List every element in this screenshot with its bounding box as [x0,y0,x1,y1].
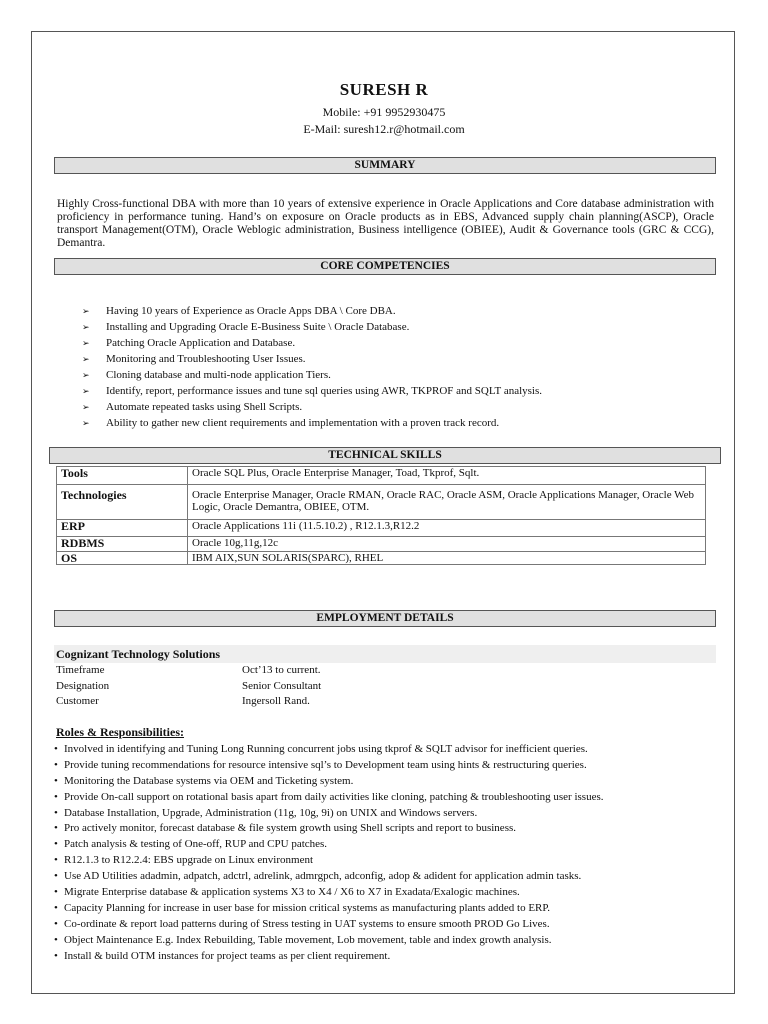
list-item: • Provide tuning recommendations for resource intensive sql’s to Development team using hints & restructuring queries. [54,758,724,774]
core-competencies-list [82,303,682,431]
arrow-bullet-icon: ➢ [82,418,90,428]
bullet-icon: • [54,854,58,867]
list-item: • Install & build OTM instances for project teams as per client requirement. [54,949,724,965]
list-item: • Involved in identifying and Tuning Long Running concurrent jobs using tkprof & SQLT advisor for inefficient queries. [54,742,724,758]
bullet-icon: • [54,886,58,899]
bullet-icon: • [54,790,58,803]
summary-paragraph: Highly Cross-functional DBA with more than 10 years of extensive experience in Oracle Applications and Core database administration with proficiency in performance tuning. Hand’s on exposure on Oracle products as in EBS, Advanced supply chain planning(ASCP), Oracle transport Management(OTM), Oracle Weblogic administration, Business intelligence (OBIEE), Audit & Governance tools (GRC & CCG), Demantra. [57,198,714,249]
list-item: ➢ Cloning database and multi-node application Tiers. [82,369,331,381]
list-item: • Patch analysis & testing of One-off, RUP and CPU patches. [54,837,724,853]
skill-key: Tools [57,467,188,485]
resume-page [31,31,735,994]
skill-value: Oracle 10g,11g,12c [188,537,706,552]
arrow-bullet-icon: ➢ [82,322,90,332]
detail-label: Timeframe [56,664,105,676]
technical-skills-table [56,466,706,565]
list-item: ➢ Patching Oracle Application and Database. [82,337,296,349]
list-item: ➢ Monitoring and Troubleshooting User Issues. [82,353,306,365]
bullet-icon: • [54,822,58,835]
arrow-bullet-icon: ➢ [82,338,90,348]
arrow-bullet-icon: ➢ [82,402,90,412]
skill-value: Oracle Enterprise Manager, Oracle RMAN, Oracle RAC, Oracle ASM, Oracle Applications Manager, Oracle Web Logic, Oracle Demantra, OBIEE, OTM. [188,485,706,520]
company-name: Cognizant Technology Solutions [54,645,716,663]
list-item: • Provide On-call support on rotational basis apart from daily activities like cloning, patching & troubleshooting user issues. [54,790,724,806]
summary-heading: SUMMARY [54,157,716,174]
technical-skills-heading: TECHNICAL SKILLS [49,447,721,464]
list-item: ➢ Automate repeated tasks using Shell Scripts. [82,401,303,413]
list-item: • R12.1.3 to R12.2.4: EBS upgrade on Linux environment [54,853,724,869]
skill-value: IBM AIX,SUN SOLARIS(SPARC), RHEL [188,552,706,565]
bullet-icon: • [54,758,58,771]
list-item: ➢ Installing and Upgrading Oracle E-Business Suite \ Oracle Database. [82,321,410,333]
list-item: ➢ Identify, report, performance issues and tune sql queries using AWR, TKPROF and SQLT analysis. [82,385,543,397]
arrow-bullet-icon: ➢ [82,354,90,364]
detail-value: Ingersoll Rand. [242,695,310,707]
bullet-icon: • [54,917,58,930]
bullet-icon: • [54,870,58,883]
bullet-icon: • [54,933,58,946]
bullet-icon: • [54,806,58,819]
detail-value: Oct’13 to current. [242,664,321,676]
list-item: • Use AD Utilities adadmin, adpatch, adctrl, adrelink, admrgpch, adconfig, adop & adident for application admin tasks. [54,869,724,885]
table-row [57,485,706,520]
bullet-icon: • [54,949,58,962]
skill-value: Oracle SQL Plus, Oracle Enterprise Manager, Toad, Tkprof, Sqlt. [188,467,706,485]
list-item: • Database Installation, Upgrade, Administration (11g, 10g, 9i) on UNIX and Windows servers. [54,806,724,822]
email-address: E-Mail: suresh12.r@hotmail.com [303,122,465,136]
list-item: • Co-ordinate & report load patterns during of Stress testing in UAT systems to ensure smooth PROD Go Lives. [54,917,724,933]
arrow-bullet-icon: ➢ [82,306,90,316]
arrow-bullet-icon: ➢ [82,386,90,396]
detail-label: Customer [56,695,99,707]
detail-value: Senior Consultant [242,680,322,692]
skill-key: Technologies [57,485,188,520]
arrow-bullet-icon: ➢ [82,370,90,380]
candidate-name: SURESH R [339,80,429,99]
core-competencies-heading: CORE COMPETENCIES [54,258,716,275]
list-item: ➢ Having 10 years of Experience as Oracle Apps DBA \ Core DBA. [82,305,396,317]
detail-label: Designation [56,680,110,692]
skill-value: Oracle Applications 11i (11.5.10.2) , R12.1.3,R12.2 [188,520,706,537]
bullet-icon: • [54,743,58,755]
list-item: • Object Maintenance E.g. Index Rebuilding, Table movement, Lob movement, table and index growth analysis. [54,933,724,949]
list-item: ➢ Ability to gather new client requirements and implementation with a proven track record. [82,417,500,429]
bullet-icon: • [54,774,58,787]
table-row [57,467,706,485]
mobile-number: Mobile: +91 9952930475 [322,105,446,119]
table-row [57,537,706,552]
bullet-icon: • [54,901,58,914]
table-row [57,520,706,537]
list-item: • Capacity Planning for increase in user base for mission critical systems as manufacturing plants added to ERP. [54,901,724,917]
list-item: • Monitoring the Database systems via OEM and Ticketing system. [54,774,724,790]
skill-key: ERP [57,520,188,537]
bullet-icon: • [54,838,58,851]
skill-key: RDBMS [57,537,188,552]
responsibilities-list [54,742,724,964]
list-item: • Migrate Enterprise database & application systems X3 to X4 / X6 to X7 in Exadata/Exalogic machines. [54,885,724,901]
employment-details-heading: EMPLOYMENT DETAILS [54,610,716,627]
list-item: • Pro actively monitor, forecast database & file system growth using Shell scripts and report to business. [54,821,724,837]
skill-key: OS [57,552,188,565]
roles-responsibilities-heading: Roles & Responsibilities: [56,725,185,739]
table-row [57,552,706,565]
